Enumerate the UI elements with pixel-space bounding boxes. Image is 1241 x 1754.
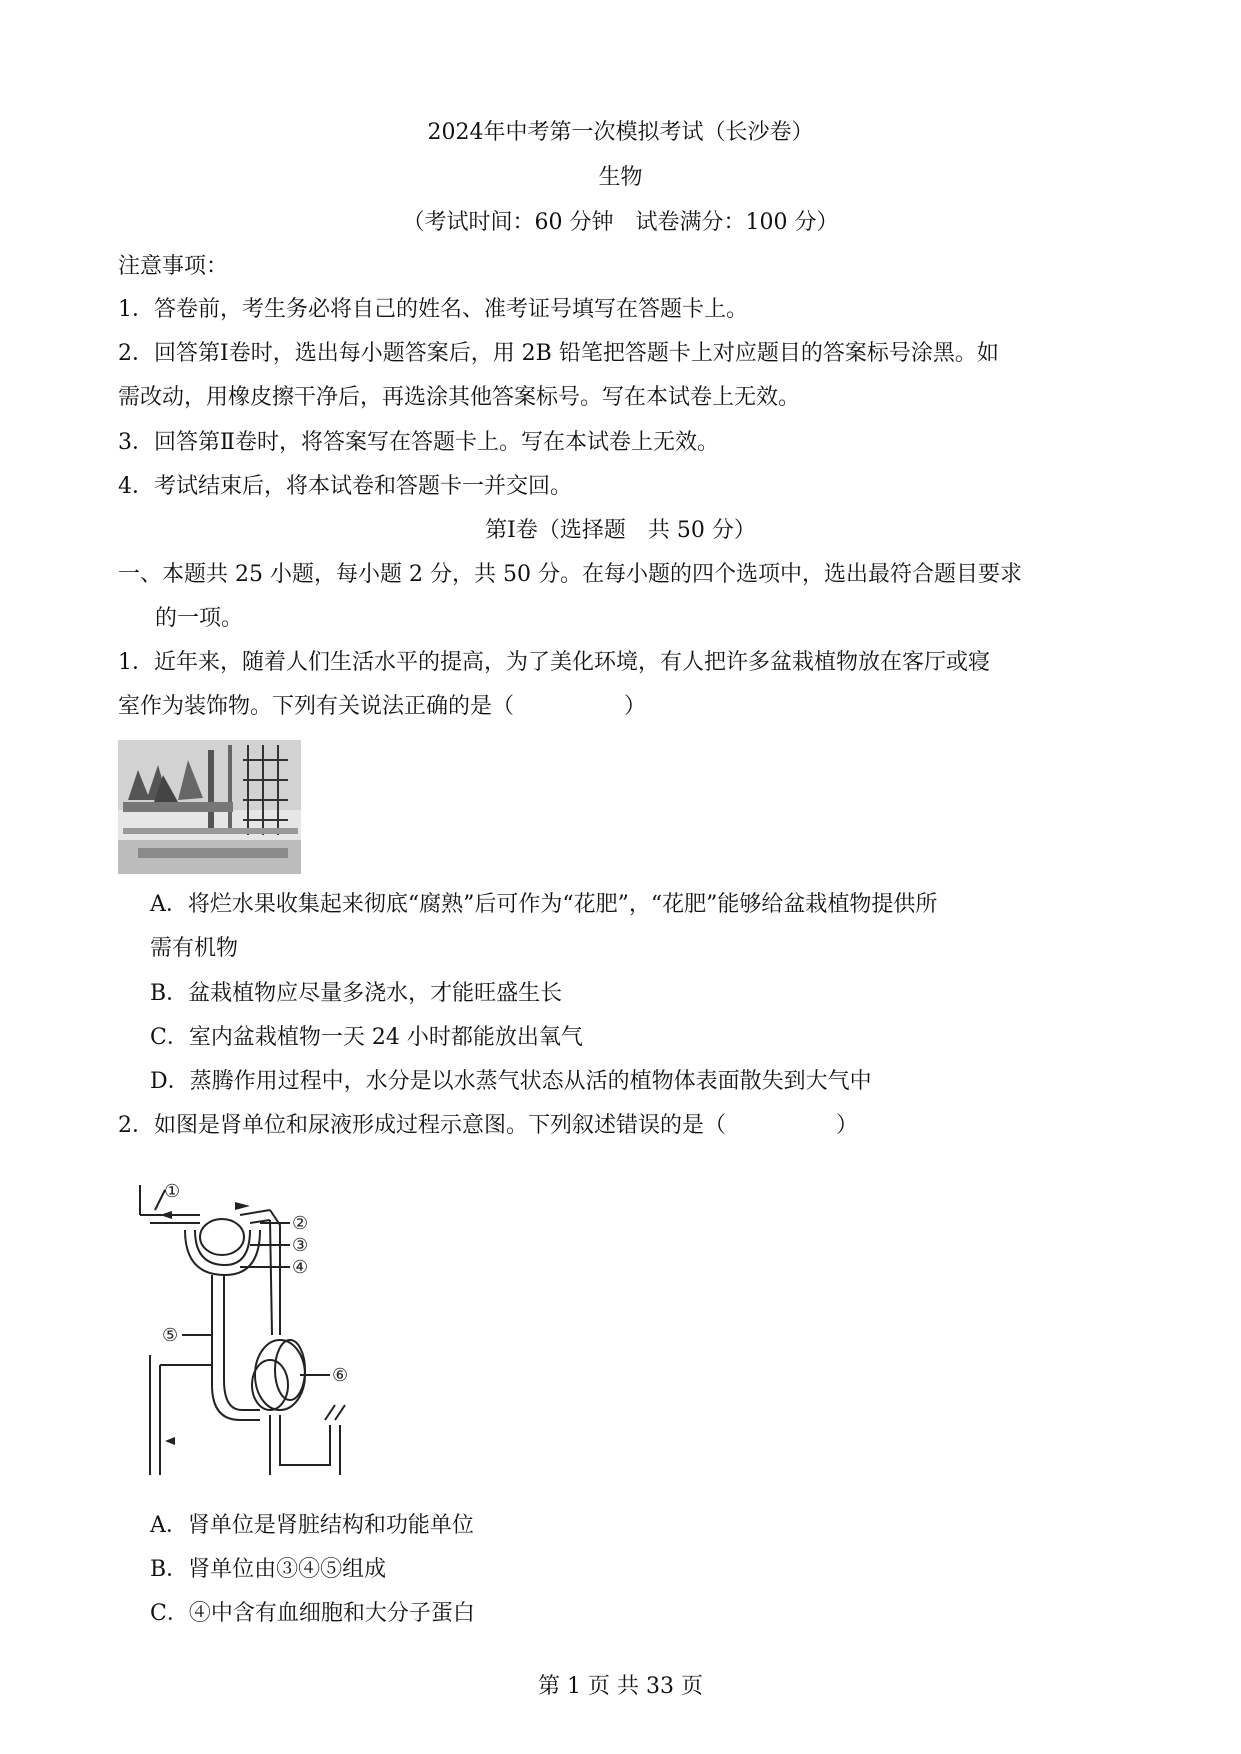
note-item: 3．回答第Ⅱ卷时，将答案写在答题卡上。写在本试卷上无效。 bbox=[118, 430, 719, 455]
diagram-label-1: ① bbox=[164, 1181, 181, 1202]
note-item: 需改动，用橡皮擦干净后，再选涂其他答案标号。写在本试卷上无效。 bbox=[118, 385, 801, 410]
page-footer: 第 1 页 共 33 页 bbox=[538, 1674, 703, 1699]
diagram-label-3: ③ bbox=[292, 1235, 309, 1256]
note-item: 1．答卷前，考生务必将自己的姓名、准考证号填写在答题卡上。 bbox=[118, 297, 748, 322]
section-title: 第Ⅰ卷（选择题 共 50 分） bbox=[485, 518, 756, 543]
q2-option-c: C．④中含有血细胞和大分子蛋白 bbox=[150, 1601, 475, 1626]
q1-option-c: C．室内盆栽植物一天 24 小时都能放出氧气 bbox=[150, 1025, 583, 1050]
q1-stem-cont: 室作为装饰物。下列有关说法正确的是（ ） bbox=[118, 694, 647, 719]
potted-plants-photo bbox=[118, 740, 301, 874]
note-item: 4．考试结束后，将本试卷和答题卡一并交回。 bbox=[118, 474, 572, 499]
q2-option-a: A．肾单位是肾脏结构和功能单位 bbox=[150, 1513, 474, 1538]
q1-option-d: D．蒸腾作用过程中，水分是以水蒸气状态从活的植物体表面散失到大气中 bbox=[150, 1069, 872, 1094]
subject-title: 生物 bbox=[598, 165, 643, 190]
q1-stem: 1．近年来，随着人们生活水平的提高，为了美化环境，有人把许多盆栽植物放在客厅或寝 bbox=[118, 650, 991, 675]
exam-info: （考试时间：60 分钟 试卷满分：100 分） bbox=[402, 210, 839, 235]
nephron-diagram bbox=[130, 1175, 400, 1475]
q2-stem: 2．如图是肾单位和尿液形成过程示意图。下列叙述错误的是（ ） bbox=[118, 1113, 858, 1138]
q1-option-b: B．盆栽植物应尽量多浇水，才能旺盛生长 bbox=[150, 981, 563, 1006]
q2-option-b: B．肾单位由③④⑤组成 bbox=[150, 1557, 387, 1582]
section-instruction-cont: 的一项。 bbox=[155, 606, 244, 631]
q1-option-a-cont: 需有机物 bbox=[150, 936, 239, 961]
exam-title: 2024年中考第一次模拟考试（长沙卷） bbox=[427, 120, 814, 145]
section-instruction: 一、本题共 25 小题，每小题 2 分，共 50 分。在每小题的四个选项中，选出最符合题目要求 bbox=[118, 562, 1022, 587]
diagram-label-6: ⑥ bbox=[332, 1365, 349, 1386]
note-item: 2．回答第Ⅰ卷时，选出每小题答案后，用 2B 铅笔把答题卡上对应题目的答案标号涂黑。如 bbox=[118, 341, 999, 366]
notes-heading: 注意事项： bbox=[118, 254, 229, 279]
q1-option-a: A．将烂水果收集起来彻底“腐熟”后可作为“花肥”，“花肥”能够给盆栽植物提供所 bbox=[150, 892, 938, 917]
diagram-label-2: ② bbox=[292, 1213, 309, 1234]
diagram-label-4: ④ bbox=[292, 1257, 309, 1278]
diagram-label-5: ⑤ bbox=[162, 1325, 179, 1346]
